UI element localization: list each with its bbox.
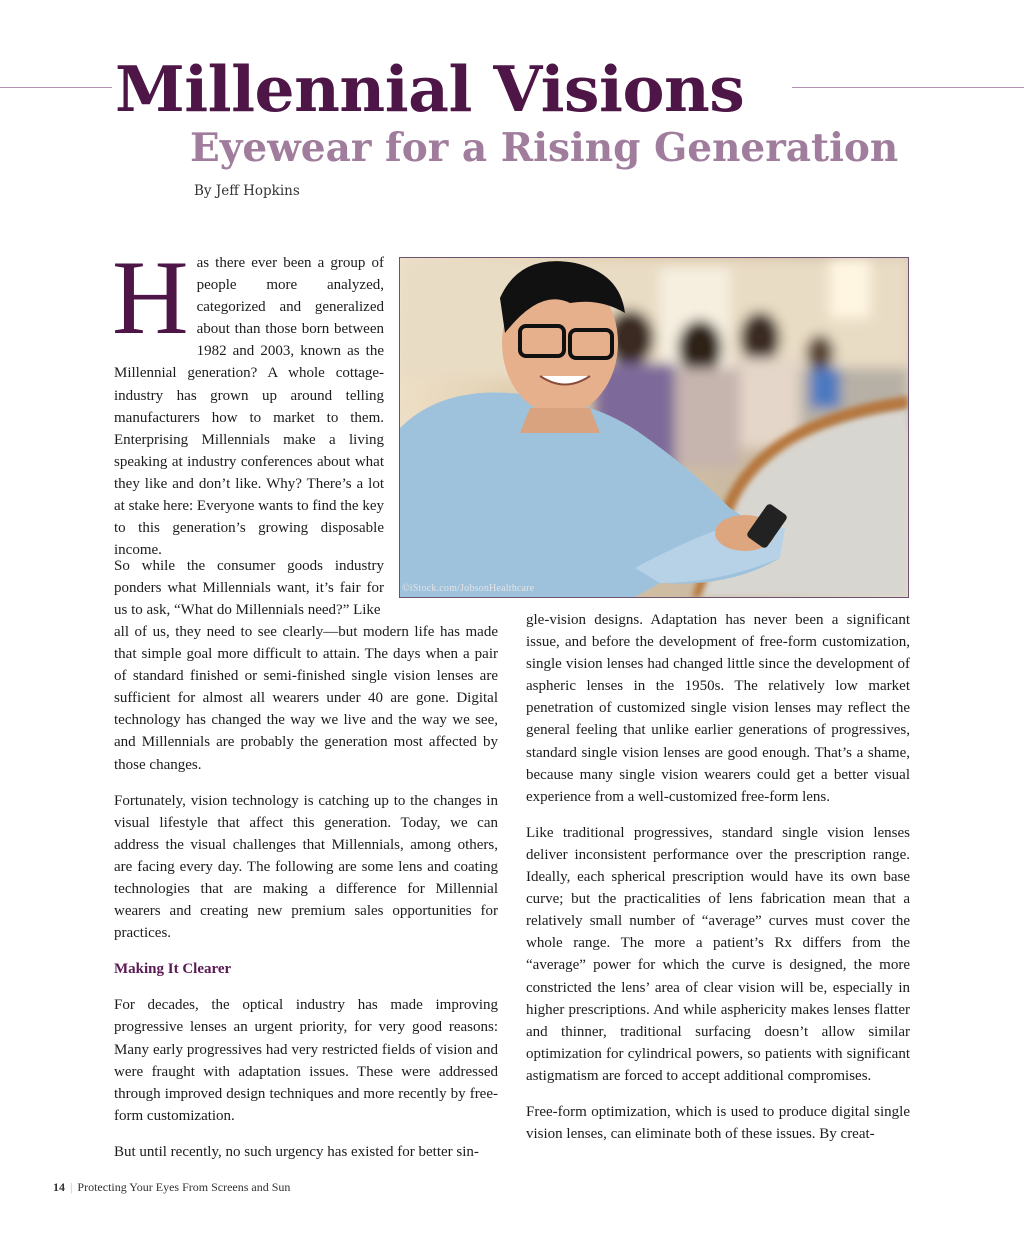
photo-illustration [400, 258, 908, 597]
article-photo [399, 257, 909, 598]
title-rule-right [792, 87, 1024, 88]
paragraph-2-rest: all of us, they need to see clearly—but modern life has made that simple goal more difficult to attain. The days when a pair of standard finished or semi-finished single vision lenses are sufficient for almost all wearers under 40 are gone. Digital technology has changed the way we live and the way we see, and Millennials are probably the generation most affected by those changes. [114, 624, 498, 773]
page-number: 14 [53, 1180, 65, 1194]
right-column [526, 609, 910, 1159]
paragraph-3: Fortunately, vision technology is catching up to the changes in visual lifestyle that affect this generation. Today, we can address the visual challenges that Millennials, among others, are facing every day. The following are some lens and coating technologies that are making a difference for Millennial wearers and creating new premium sales opportunities for practices. [114, 792, 498, 942]
paragraph-5: But until recently, no such urgency has existed for better sin- [114, 1143, 479, 1160]
right-paragraph-2: Like traditional progressives, standard single vision lenses deliver inconsistent performance over the prescription range. Ideally, each spherical prescription would have its own base curve; but the practicalities of lens fabrication mean that a relatively small number of “average” curves must cover the whole range. The more a patient’s Rx differs from the “average” power for which the curve is designed, the more constricted the lens’ area of clear vision will be, especially in higher prescriptions. And while asphericity makes lenses flatter and thinner, traditional surfacing doesn’t allow similar optimization for cylindrical powers, so patients with significant astigmatism are forced to accept additional compromises. [526, 824, 910, 1084]
photo-credit: ©iStock.com/JobsonHealthcare [402, 583, 535, 594]
intro-paragraph [112, 239, 384, 561]
intro-text: as there ever been a group of people more analyzed, categorized and generalized about than those born between 1982 and 2003, known as the Millennial generation? A whole cottage-industry has grown up around telling manufacturers how to market to them. Enterprising Millennials make a living speaking at industry conferences about what they like and don’t like. Why? There’s a lot at stake here: Everyone wants to find the key to this generation’s growing disposable income. [114, 255, 384, 559]
right-paragraph-3: Free-form optimization, which is used to produce digital single vision lenses, can eliminate both of these issues. By creat- [526, 1103, 910, 1143]
right-paragraph-1: gle-vision designs. Adaptation has never been a significant issue, and before the development of free-form customization, single vision lenses had changed little since the development of aspheric lenses in the 1950s. The relatively low market penetration of customized single vision lenses may reflect the general feeling that unlike earlier generations of progressives, standard single vision lenses are good enough. That’s a shame, because many single vision wearers could get a better visual experience from a well-customized free-form lens. [526, 612, 910, 805]
publication-name: Protecting Your Eyes From Screens and Sun [77, 1180, 291, 1194]
drop-cap: H [112, 239, 189, 356]
article-title: Millennial Visions [115, 52, 745, 126]
left-column [112, 239, 384, 575]
article-subtitle: Eyewear for a Rising Generation [190, 125, 899, 171]
title-rule-left [0, 87, 112, 88]
footer-separator: | [70, 1180, 73, 1194]
paragraph-4: For decades, the optical industry has made improving progressive lenses an urgent priority, for very good reasons: Many early progressives had very restricted fields of vision and were fraught with adaptation issues. These were addressed through improved design techniques and more recently by free-form customization. [114, 997, 498, 1124]
byline: By Jeff Hopkins [194, 183, 300, 199]
paragraph-2-start: So while the consumer goods industry ponders what Millennials want, it’s fair for us to ask, “What do Millennials need?” Like [114, 558, 384, 619]
section-heading: Making It Clearer [114, 961, 232, 978]
page-footer [53, 1180, 290, 1195]
left-column-lower [114, 621, 498, 1177]
